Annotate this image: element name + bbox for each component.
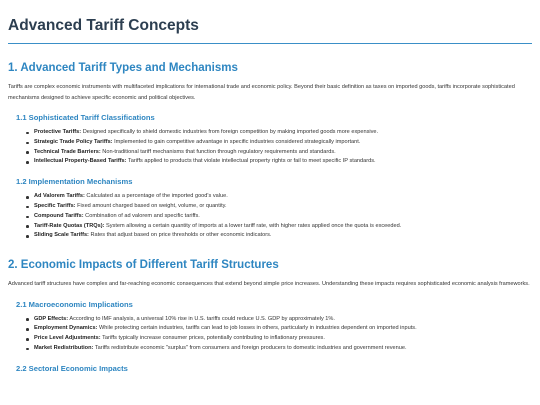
item-term: Price Level Adjustments: xyxy=(34,335,101,342)
list-item xyxy=(34,212,532,222)
item-text: Implemented to gain competitive advantage in specific industries considered strategically important. xyxy=(112,138,361,145)
list-item xyxy=(34,344,532,354)
item-term: Intellectual Property-Based Tariffs: xyxy=(34,158,127,165)
list-item xyxy=(34,128,532,138)
page-title: Advanced Tariff Concepts xyxy=(8,0,532,44)
item-text: Calculated as a percentage of the imported good's value. xyxy=(84,193,228,200)
list-item xyxy=(34,202,532,212)
item-term: Compound Tariffs: xyxy=(34,212,84,219)
item-text: While protecting certain industries, tariffs can lead to job losses in others, particularly in industries dependent on imported inputs. xyxy=(97,325,417,332)
item-term: Ad Valorem Tariffs: xyxy=(34,193,85,200)
bullet-list xyxy=(8,192,532,241)
item-term: GDP Effects: xyxy=(34,315,69,322)
item-text: Designed specifically to shield domestic industries from foreign competition by making imported goods more expensive. xyxy=(81,129,379,135)
item-text: Combination of ad valorem and specific tariffs. xyxy=(83,212,200,219)
subsection-heading: 2.2 Sectoral Economic Impacts xyxy=(16,363,128,373)
item-term: Specific Tariffs: xyxy=(34,202,76,209)
bullet-list xyxy=(8,128,532,167)
list-item xyxy=(34,157,532,167)
item-text: According to IMF analysis, a universal 10% rise in U.S. tariffs could reduce U.S. GDP by approximately 1%. xyxy=(68,315,335,322)
section-intro: Tariffs are complex economic instruments with multifaceted implications for international trade and economic policy. Beyond their basic definition as taxes on imported goods, tariffs incorporate sophisticated mechanisms designed to achieve specific economic and political objectives. xyxy=(8,84,515,101)
subsection-heading: 1.2 Implementation Mechanisms xyxy=(16,177,133,187)
item-term: Protective Tariffs: xyxy=(34,129,82,135)
item-text: Tariffs typically increase consumer prices, potentially contributing to inflationary pressures. xyxy=(100,335,325,342)
item-term: Tariff-Rate Quotas (TRQs): xyxy=(34,222,105,229)
item-text: Tariffs applied to products that violate intellectual property rights or fail to meet specific IP standards. xyxy=(126,158,376,165)
subsection-heading: 1.1 Sophisticated Tariff Classifications xyxy=(16,113,155,122)
subsection-heading: 2.1 Macroeconomic Implications xyxy=(16,299,133,309)
list-item xyxy=(34,324,532,334)
item-text: System allowing a certain quantity of imports at a lower tariff rate, with higher rates applied once the quota is exceeded. xyxy=(104,222,402,229)
item-text: Tariffs redistribute economic "surplus" from consumers and foreign producers to domestic industries and government revenue. xyxy=(93,345,407,352)
section-heading: 1. Advanced Tariff Types and Mechanisms xyxy=(8,62,238,74)
item-text: Non-traditional tariff mechanisms that function through regulatory requirements and standards. xyxy=(100,148,336,155)
section-heading: 2. Economic Impacts of Different Tariff Structures xyxy=(8,259,279,272)
bullet-list xyxy=(8,315,532,354)
list-item xyxy=(34,334,532,344)
list-item xyxy=(34,138,532,148)
list-item xyxy=(34,222,532,232)
item-term: Market Redistribution: xyxy=(34,345,94,352)
item-term: Technical Trade Barriers: xyxy=(34,148,101,155)
item-term: Strategic Trade Policy Tariffs: xyxy=(34,138,113,145)
list-item xyxy=(34,231,532,241)
item-text: Rates that adjust based on price thresholds or other economic indicators. xyxy=(88,232,272,239)
list-item xyxy=(34,148,532,158)
list-item xyxy=(34,315,532,325)
section-intro: Advanced tariff structures have complex and far-reaching economic consequences that extend beyond simple price increases. Understanding these impacts requires sophisticated economic analysis frameworks. xyxy=(8,281,530,288)
item-term: Employment Dynamics: xyxy=(34,325,98,332)
list-item xyxy=(34,192,532,202)
item-term: Sliding Scale Tariffs: xyxy=(34,232,89,239)
item-text: Fixed amount charged based on weight, volume, or quantity. xyxy=(75,202,227,209)
